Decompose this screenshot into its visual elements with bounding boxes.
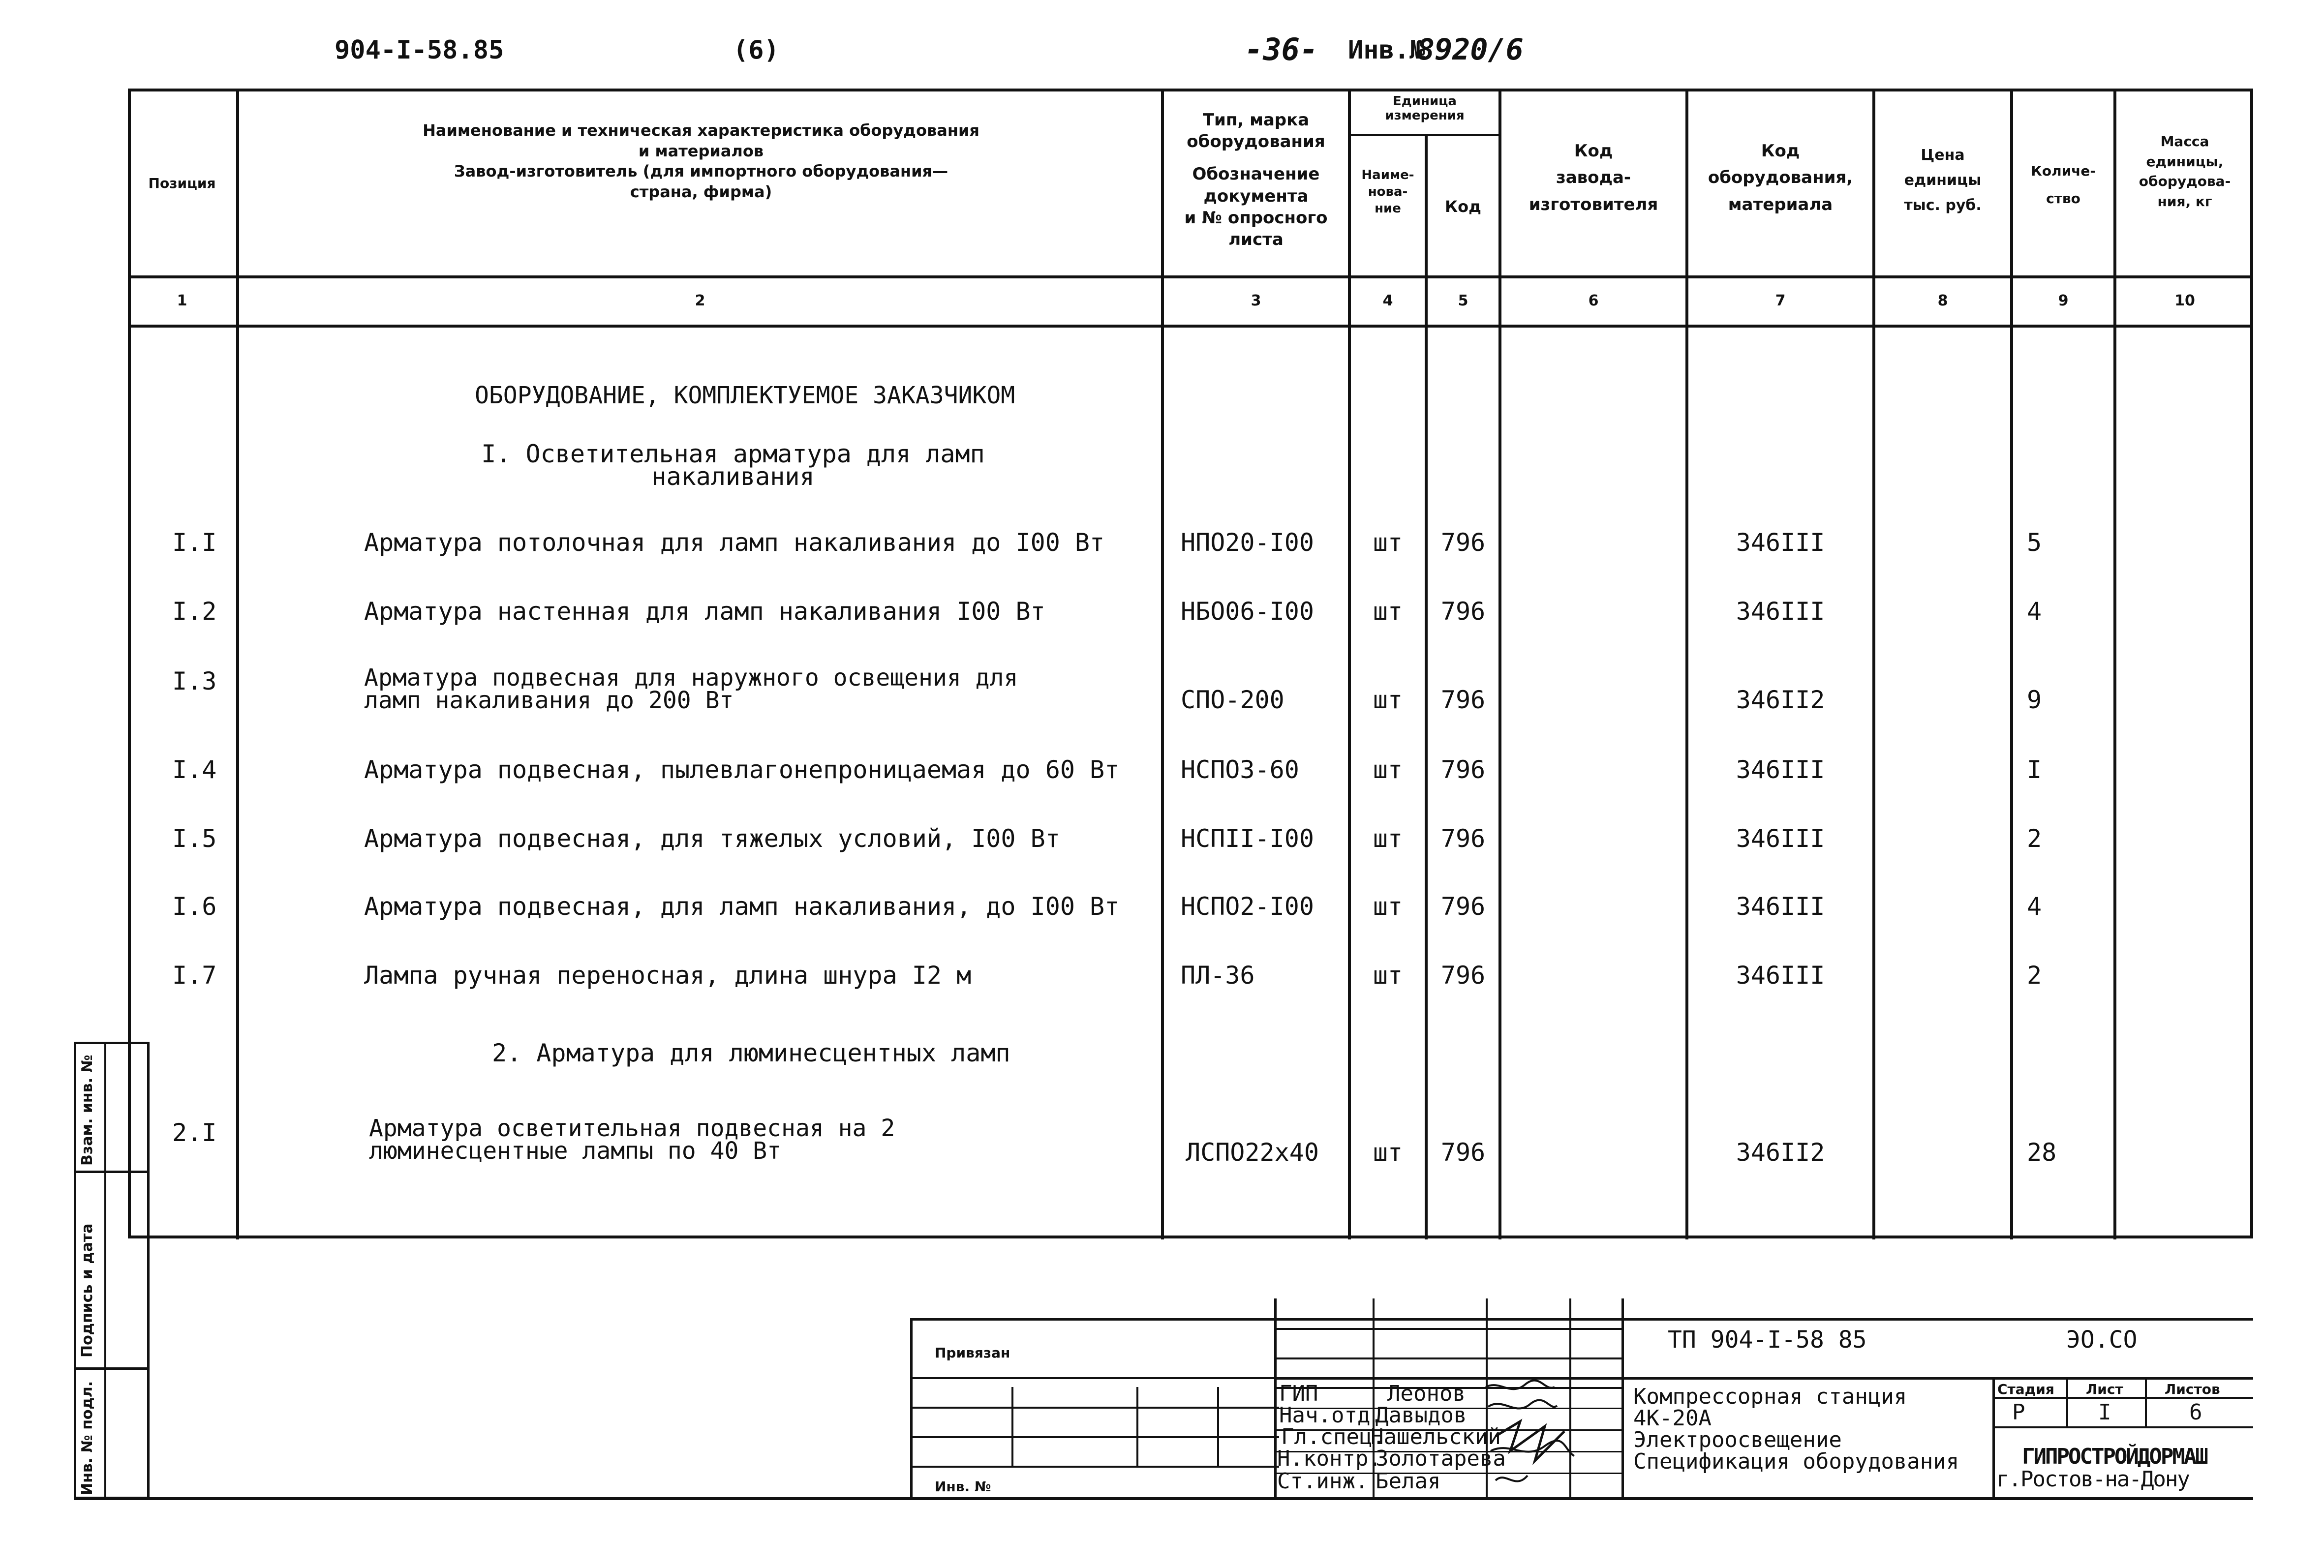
row-unit: шт [1373,824,1403,853]
header-mass-line4: ния, кг [2157,193,2212,210]
column-number-2: 2 [695,292,705,309]
header-unit-group-line2: измерения [1385,108,1465,123]
title-block-top-rule [910,1318,2253,1321]
header-type-line6: листа [1228,229,1284,249]
header-type-line5: и № опросного [1184,208,1328,228]
inventory-label: Инв.№ [1348,35,1425,65]
row-unit-code: 796 [1440,1138,1486,1167]
row-position: I.2 [172,597,217,626]
row-unit: шт [1373,892,1403,921]
header-equipment-code [1688,138,1872,218]
tb-role: Н.контр. [1277,1446,1381,1471]
column-number-4: 4 [1382,292,1393,309]
header-plant-code-line1: Код [1574,141,1613,161]
header-plant-code-line2: завода- [1556,168,1631,188]
row-name: Арматура подвесная, для тяжелых условий, I00 Вт [364,824,1060,853]
row-code: 346II2 [1736,686,1825,714]
side-stamp-inner-line [104,1042,106,1499]
sheet-value: I [2098,1400,2111,1425]
tb-col [1011,1387,1013,1466]
header-quantity-line1: Количе- [2030,163,2096,179]
col-divider-6 [1685,89,1688,1239]
row-type: НСПО3-60 [1181,755,1299,784]
header-type-line3: Обозначение [1192,164,1320,184]
row-name: Лампа ручная переносная, длина шнура I2 м [364,961,972,990]
tb-rule [910,1466,1279,1468]
header-price-line2: единицы [1904,172,1982,189]
tb-rule [910,1436,1279,1438]
tb-rule [1274,1357,1621,1359]
description-line1: Компрессорная станция [1633,1384,1907,1409]
row-code: 346II2 [1736,1138,1825,1167]
row-type: НБО06-I00 [1181,597,1314,626]
tb-rule [1274,1377,2253,1380]
row-quantity: 4 [2027,597,2042,626]
header-price-line1: Цена [1921,147,1965,164]
header-plant-code [1501,138,1685,218]
row-position: I.3 [172,667,217,695]
header-position: Позиция [148,175,216,191]
row-quantity: I [2027,755,2042,784]
tb-person: Леонов [1387,1381,1466,1406]
row-code: 346III [1736,755,1825,784]
col-divider-8 [2010,89,2013,1239]
row-unit-code: 796 [1440,597,1486,626]
tb-person: Нашельский [1371,1424,1501,1449]
document-number: 904-I-58.85 [335,35,504,65]
column-number-5: 5 [1458,292,1468,309]
row-position: I.I [172,528,217,557]
tb-col [910,1318,913,1500]
side-stamp-divider [74,1171,150,1173]
row-quantity: 28 [2027,1138,2057,1167]
header-type-line4: документа [1203,186,1309,206]
tb-person: Золотарева [1376,1446,1506,1471]
tb-rule [1992,1426,2253,1428]
header-type-line1: Тип, марка [1202,110,1310,130]
inv-no-label: Инв. № [935,1478,991,1495]
tb-col [1992,1377,1995,1500]
header-name-line1: Наименование и техническая характеристика оборудования [423,121,979,140]
row-position: 2.I [172,1118,217,1147]
row-unit-code: 796 [1440,824,1486,853]
signatures [1481,1377,1609,1495]
row-unit-code: 796 [1440,686,1486,714]
row-unit-code: 796 [1440,961,1486,990]
side-label-replacement: Взам. инв. № [79,1055,96,1166]
row-quantity: 2 [2027,824,2042,853]
header-unit-name-line1: Наиме- [1361,168,1414,182]
row-unit-code: 796 [1440,528,1486,557]
unit-group-rule [1348,134,1500,136]
row-name: Арматура подвесная, для ламп накаливания, до I00 Вт [364,892,1120,921]
row-name: Арматура подвесная, пылевлагонепроницаемая до 60 Вт [364,755,1120,784]
sheet-code: ЭО.СО [2066,1326,2138,1354]
row-type: НСПО2-I00 [1181,892,1314,921]
header-mass-line1: Масса [2160,133,2209,150]
stage-label: Стадия [1997,1381,2054,1397]
row-quantity: 9 [2027,686,2042,714]
col-divider-7 [1872,89,1875,1239]
sheets-value: 6 [2189,1400,2202,1425]
group2-title: 2. Арматура для люминесцентных ламп [492,1039,1010,1067]
header-unit-name [1351,167,1425,217]
header-name-line2: и материалов [638,141,764,160]
header-name-line3: Завод-изготовитель (для импортного оборудования— [454,162,948,181]
section-title: ОБОРУДОВАНИЕ, КОМПЛЕКТУЕМОЕ ЗАКАЗЧИКОМ [475,382,1015,409]
side-label-original-inv: Инв. № подл. [79,1381,96,1495]
tb-rule [910,1407,1279,1409]
project-code: ТП 904-I-58 85 [1668,1326,1867,1354]
column-number-7: 7 [1775,292,1786,309]
tb-col [1217,1387,1219,1466]
header-price [1875,143,2010,218]
group1-title-line1: I. Осветительная арматура для ламп [481,440,985,468]
tb-bottom-rule [74,1497,2253,1500]
column-number-8: 8 [1937,292,1948,309]
row-unit: шт [1373,755,1403,784]
col-divider-1 [236,89,239,1239]
side-stamp-divider [74,1367,150,1370]
tb-col [1621,1298,1624,1500]
tb-person: Белая [1376,1469,1441,1494]
row-type: НСПII-I00 [1181,824,1314,853]
column-number-3: 3 [1251,292,1261,309]
header-unit-name-line2: нова- [1368,184,1408,199]
organization-name: ГИПРОСТРОЙДОРМАШ [2022,1444,2207,1469]
organization-city: г.Ростов-на-Дону [1996,1467,2189,1492]
header-equipment-code-line2: оборудования, [1708,168,1853,188]
row-type: СПО-200 [1181,686,1284,714]
group1-title-line2: накаливания [651,462,815,491]
header-equipment-code-line3: материала [1728,194,1833,214]
tb-role: Ст.инж. [1277,1469,1369,1494]
row-quantity: 4 [2027,892,2042,921]
tb-role: Гл.спец. [1281,1424,1385,1449]
column-number-9: 9 [2058,292,2069,309]
page-number: -36- [1245,31,1318,67]
row-name: Арматура подвесная для наружного освещения для ламп накаливания до 200 Вт [364,664,1018,714]
row-type: ЛСПО22х40 [1186,1138,1319,1167]
tb-col [2145,1377,2147,1426]
tb-person: Давыдов [1376,1403,1467,1428]
row-unit: шт [1373,686,1403,714]
description-line4: Спецификация оборудования [1633,1449,1959,1474]
header-quantity-line2: ство [2046,190,2080,207]
specification-table [128,89,2253,1238]
sheets-label: Листов [2165,1381,2220,1397]
row-name: Арматура потолочная для ламп накаливания до I00 Вт [364,528,1105,557]
tb-col [2066,1377,2068,1426]
header-type [1164,109,1348,250]
row-unit: шт [1373,597,1403,626]
header-type-line2: оборудования [1187,132,1325,152]
row-unit: шт [1373,1138,1403,1167]
header-mass-line2: единицы, [2146,153,2224,170]
row-position: I.7 [172,961,217,990]
header-quantity [2013,157,2113,212]
sheet-label: Лист [2086,1381,2123,1397]
row-quantity: 5 [2027,528,2042,557]
row-quantity: 2 [2027,961,2042,990]
column-number-10: 10 [2174,292,2195,309]
header-unit-name-line3: ние [1375,201,1401,216]
header-price-line3: тыс. руб. [1904,197,1982,214]
row-unit-code: 796 [1440,755,1486,784]
col-divider-2 [1161,89,1164,1239]
stage-value: Р [2012,1400,2025,1425]
row-code: 346III [1736,892,1825,921]
header-plant-code-line3: изготовителя [1529,194,1658,214]
header-unit-code: Код [1445,197,1481,216]
row-name: Арматура настенная для ламп накаливания I00 Вт [364,597,1045,626]
header-unit-group [1351,94,1498,122]
description-line3: Электроосвещение [1633,1427,1842,1452]
privyazan-label: Привязан [935,1345,1010,1361]
column-number-1: 1 [177,292,187,309]
header-equipment-code-line1: Код [1761,141,1800,161]
row-position: I.6 [172,892,217,921]
row-type: ПЛ-36 [1181,961,1255,990]
header-name [241,121,1161,202]
row-code: 346III [1736,961,1825,990]
row-code: 346III [1736,528,1825,557]
header-mass-line3: оборудова- [2139,173,2231,190]
col-divider-9 [2113,89,2116,1239]
header-name-line4: страна, фирма) [630,182,772,201]
tb-role: ГИП [1279,1381,1318,1406]
header-bottom-rule [128,275,2253,278]
col-divider-5 [1498,89,1501,1239]
column-numbers-rule [128,325,2253,328]
row-code: 346III [1736,824,1825,853]
tb-col [1136,1387,1138,1466]
column-number-6: 6 [1588,292,1599,309]
row-type: НПО20-I00 [1181,528,1314,557]
row-position: I.5 [172,824,217,853]
header-mass [2116,132,2253,211]
tb-rule [1274,1328,1621,1330]
row-unit: шт [1373,528,1403,557]
row-name: Арматура осветительная подвесная на 2 люминесцентные лампы по 40 Вт [369,1115,895,1165]
description-line2: 4К-20А [1633,1406,1712,1431]
col-divider-3 [1348,89,1351,1239]
row-position: I.4 [172,755,217,784]
side-label-signature-date: Подпись и дата [79,1223,96,1357]
header-unit-group-line1: Единица [1393,94,1457,109]
document-part: (6) [733,35,779,65]
row-unit-code: 796 [1440,892,1486,921]
tb-rule [910,1377,1279,1379]
row-unit: шт [1373,961,1403,990]
inventory-number: 8920/6 [1417,32,1524,67]
row-code: 346III [1736,597,1825,626]
tb-role: Нач.отд. [1279,1403,1383,1428]
